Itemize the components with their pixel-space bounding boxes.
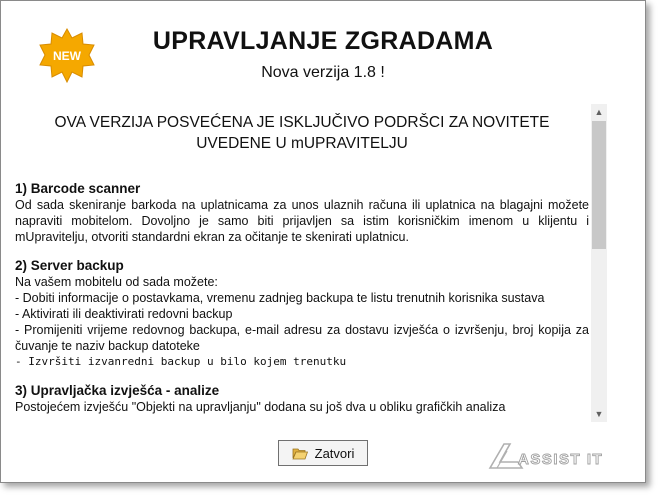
page-title: UPRAVLJANJE ZGRADAMA [152, 27, 494, 55]
scroll-up-arrow-icon[interactable]: ▲ [594, 107, 604, 117]
intro-text: OVA VERZIJA POSVEĆENA JE ISKLJUČIVO PODRŠCI ZA NOVITETE UVEDENE U mUPRAVITELJU [54, 114, 550, 152]
section-heading-barcode: 1) Barcode scanner [15, 181, 141, 196]
list-item: - Aktivirati ili deaktivirati redovni backup [15, 307, 233, 321]
close-button[interactable] [278, 440, 368, 466]
list-item: - Promijeniti vrijeme redovnog backupa, e-mail adresu za dostavu izvješća o izvršenju, broj kopija za čuvanje te naziv backup datoteke [15, 323, 589, 353]
badge-text: NEW [53, 49, 81, 63]
section-text-reports: Postojećem izvješću "Objekti na upravljanju" dodana su još dva u obliku grafičkih analiza [15, 400, 506, 414]
section-heading-backup: 2) Server backup [15, 258, 124, 273]
section-text-barcode: Od sada skeniranje barkoda na uplatnicama za unos ulaznih računa ili uplatnica na blagajni možete napraviti mobitelom. Dovoljno je samo biti prijavljen sa istim korisničkim imenom u klijentu i mUpravitelju, otvoriti standardni ekran za očitanje te skenirati uplatnicu. [15, 198, 589, 244]
list-item: - Dobiti informacije o postavkama, vremenu zadnjeg backupa te listu trenutnih korisnika sustava [15, 291, 545, 305]
close-button-label: Zatvori [314, 445, 355, 461]
scroll-down-arrow-icon[interactable]: ▼ [594, 409, 604, 419]
assist-it-logo [488, 440, 608, 472]
scrollbar-thumb[interactable] [592, 121, 606, 249]
logo-text: ASSIST IT [518, 451, 604, 468]
release-notes-content [15, 104, 589, 422]
vertical-scrollbar[interactable] [591, 104, 607, 422]
list-item: Na vašem mobitelu od sada možete: [15, 275, 218, 289]
page-subtitle: Nova verzija 1.8 ! [261, 64, 385, 81]
section-heading-reports: 3) Upravljačka izvješća - analize [15, 383, 220, 398]
section-list-backup [15, 274, 589, 370]
folder-open-icon [292, 447, 308, 460]
list-item: - Izvršiti izvanredni backup u bilo kojem trenutku [15, 355, 347, 368]
